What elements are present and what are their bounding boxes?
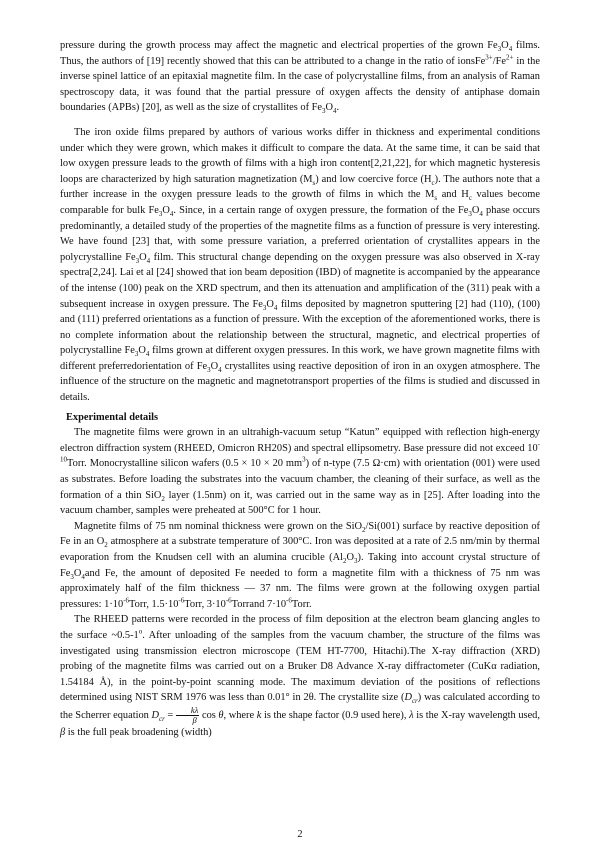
text-span: . After unloading of the samples from the vacuum chamber, the structure of the films was investigated using transmission electron microscope (TEM HT-7700, Hitachi).The X-ray diffraction (XRD) probing of the magnetite films was carried out on a Bruker D8 Advance X-ray diffractometer (CuKα radiation, 1.54184 Å), in the point-by-point scanning mode. The maximum deviation of the positions of reflections determined using NIST SRM 1976 was less than 0.01° in 2θ. The crystallite size ( xyxy=(60,629,540,704)
text-span: O xyxy=(501,40,509,51)
subscript: 3 xyxy=(134,350,139,359)
text-span: ) and low coercive force (H xyxy=(315,173,432,185)
subscript: c xyxy=(431,178,435,187)
text-span: atmosphere at a substrate temperature of 300°C. Iron was deposited at a rate of 2.5 nm/min by thermal evaporation from the Knudsen cell with an alumina crucible (Al xyxy=(60,536,541,563)
text-span: is the full peak broadening (width) xyxy=(65,726,212,738)
text-span: Torrand 7·10 xyxy=(231,598,287,610)
math-symbol: θ xyxy=(218,709,224,721)
text-span: ) was calculated according to the Scherrer equation xyxy=(60,692,540,721)
subscript: 4 xyxy=(169,210,174,219)
page-number: 2 xyxy=(297,829,303,840)
text-span: /Fe xyxy=(492,55,507,67)
text-span: O xyxy=(162,204,170,216)
text-span: O xyxy=(471,204,480,216)
math-subscript: cr xyxy=(411,697,418,706)
subscript: 3 xyxy=(207,365,211,374)
text-span: O xyxy=(325,102,334,114)
section-heading-experimental-details: Experimental details xyxy=(66,411,159,423)
scherrer-fraction xyxy=(176,706,199,725)
text-span: values become comparable for bulk Fe xyxy=(60,189,540,216)
text-span: and H xyxy=(437,189,469,201)
text-span: films. Thus, the authors of [19] recently showed that this can be attributed to a change in the ratio of ionsFe xyxy=(60,40,540,67)
math-symbol: k xyxy=(190,704,195,715)
text-span: is the X-ray wavelength used, xyxy=(413,709,540,721)
math-symbol: k xyxy=(256,709,262,721)
paragraph-characterization xyxy=(60,612,540,740)
text-span: films grown at different oxygen pressures. In this work, we have grown magnetite films with different preferredorientation of Fe xyxy=(60,345,540,372)
scherrer-equation-d: D xyxy=(151,709,159,721)
superscript: -10 xyxy=(60,440,540,464)
math-symbol: D xyxy=(404,692,412,704)
superscript: 3+ xyxy=(485,53,493,62)
math-subscript: cr xyxy=(158,714,165,723)
subscript: 3 xyxy=(497,45,502,54)
text-span: Torr, 1.5·10 xyxy=(129,598,179,610)
text-span: The magnetite films were grown in an ultrahigh-vacuum setup “Katun” equipped with reflection high-energy electron diffraction system (RHEED, Omicron RH20S) and spectral ellipsometry. Base pressure did not exceed 10 xyxy=(60,427,540,454)
superscript: 3 xyxy=(302,455,306,464)
paragraph-setup xyxy=(60,425,540,519)
text-span: O xyxy=(138,345,146,357)
text-span: The iron oxide films prepared by authors of various works differ in thickness and experimental conditions under which they were grown, which makes it difficult to compare the data. At the same time, it can be said that low oxygen pressure leads to the growth of films with a high iron content[2,21,22], for which magnetic hysteresis loops are characterized by high saturation magnetization (M xyxy=(60,126,540,185)
text-span: ) of n-type (7.5 Ω·cm) with orientation (001) were used as substrates. Before loading the substrates into the vacuum chamber, the cleaning of their surface, as well as the formation of a thin SiO xyxy=(60,458,540,501)
text-span: is the shape factor (0.9 used here), xyxy=(261,709,410,721)
subscript: 4 xyxy=(333,107,337,116)
math-symbol: λ xyxy=(194,704,199,715)
text-span: O xyxy=(346,552,355,563)
text-span: . Since, in a certain range of oxygen pressure, the formation of the Fe xyxy=(173,204,469,216)
subscript: 4 xyxy=(145,350,150,359)
text-span: ). The authors note that a further increase in the oxygen pressure leads to the growth of films in which the M xyxy=(60,173,540,201)
subscript: 3 xyxy=(262,303,267,312)
text-span: film. This structural change depending on the oxygen pressure was also observed in X-ray spectra[2,24]. Lai et al [24] showed that ion beam deposition (IBD) of magnetite is accompanied by the appearance of the intense (100) peak on the XRD spectrum, and then its attenuation and amplification of the (311) peak with a subsequent increase in oxygen pressure. The Fe xyxy=(60,251,540,310)
superscript: -6 xyxy=(123,596,130,605)
superscript: 2+ xyxy=(506,53,514,62)
paragraph-film-growth xyxy=(60,519,540,613)
text-span: O xyxy=(266,298,274,310)
subscript: c xyxy=(468,194,472,203)
subscript: 3 xyxy=(70,572,74,581)
text-span: films deposited by magnetron sputtering [2] had (110), (100) and (111) preferred orientations as a function of pressure. With the exception of the aforementioned works, there is no complete information about the relationship between the structural, magnetic, and electrical properties of polycrystalline Fe xyxy=(60,298,540,357)
subscript: 4 xyxy=(273,303,278,312)
subscript: 4 xyxy=(218,365,222,374)
superscript: -6 xyxy=(286,596,292,605)
math-symbol: λ xyxy=(409,709,414,721)
text-span: , where xyxy=(223,709,257,721)
subscript: 2 xyxy=(362,525,366,534)
subscript: 2 xyxy=(343,557,347,566)
equals-sign: = xyxy=(164,709,176,721)
subscript: 2 xyxy=(104,541,108,550)
subscript: 3 xyxy=(322,107,326,116)
text-span: Torr, 3·10 xyxy=(184,598,226,610)
text-span: in the inverse spinel lattice of an epitaxial magnetite film. In the case of polycrystalline films, from an analysis of Raman spectroscopy data, it was found that the partial pressure of oxygen affects the density of antiphase domain boundaries (APBs) [20], as well as the size of crystallites of Fe xyxy=(60,55,540,114)
text-span: Magnetite films of 75 nm nominal thickness were grown on the SiO xyxy=(74,520,362,532)
body-text xyxy=(60,38,540,741)
subscript: 4 xyxy=(81,572,85,581)
text-span: pressure during the growth process may affect the magnetic and electrical properties of the grown Fe xyxy=(60,40,498,51)
text-span: layer (1.5nm) on it, was carried out in the same way as in [25]. After loading into the vacuum chamber, samples were preheated at 500°C for 1 hour. xyxy=(60,489,540,517)
text-span: cos xyxy=(201,709,219,721)
text-span: /Si(001) surface by reactive deposition of Fe in an O xyxy=(60,520,540,548)
text-span: crystallites using reactive deposition of iron in an oxygen atmosphere. The influence of the structure on the magnetic and magnetotransport properties of the films is studied and discussed in details. xyxy=(60,360,541,404)
subscript: 4 xyxy=(146,256,151,265)
subscript: 4 xyxy=(479,210,483,219)
superscript: -6 xyxy=(225,596,232,605)
superscript: o xyxy=(138,627,143,636)
text-span: Torr. Monocrystalline silicon wafers (0.5 × 10 × 20 mm xyxy=(67,458,303,470)
superscript: -6 xyxy=(178,596,185,605)
text-span: ). Taking into account crystal structure of Fe xyxy=(60,552,540,579)
subscript: s xyxy=(312,178,316,187)
text-span: O xyxy=(210,360,219,372)
subscript: 4 xyxy=(508,45,513,54)
text-span: and Fe, the amount of deposited Fe needed to form a magnetite film with a thickness of 75 nm was approximately half of the film thickness — 37 nm. The films were grown at the following oxygen partial pressures: 1·10 xyxy=(60,567,540,610)
text-span: Torr. xyxy=(291,598,312,610)
math-symbol: β xyxy=(60,726,66,738)
subscript: 3 xyxy=(354,557,358,566)
fraction-denominator: β xyxy=(192,714,197,725)
text-span: . xyxy=(336,102,340,114)
paragraph-intro-continued xyxy=(60,38,540,116)
paragraph-iron-oxide-films xyxy=(60,125,540,406)
subscript: 3 xyxy=(468,210,472,219)
text-span: O xyxy=(73,567,82,579)
subscript: 2 xyxy=(161,494,165,503)
text-span: The RHEED patterns were recorded in the process of film deposition at the electron beam glancing angles to the surface ~0.5-1 xyxy=(60,614,540,641)
text-span: phase occurs predominantly, a detailed study of the properties of the magnetite films as a function of pressure is very interesting. We have found [23] that, with some pressure variation, a preferred orientation of crystallites appears in the polycrystalline Fe xyxy=(60,204,540,263)
subscript: 3 xyxy=(158,210,163,219)
text-span: O xyxy=(139,251,147,263)
subscript: 3 xyxy=(135,256,140,265)
subscript: s xyxy=(434,194,438,203)
